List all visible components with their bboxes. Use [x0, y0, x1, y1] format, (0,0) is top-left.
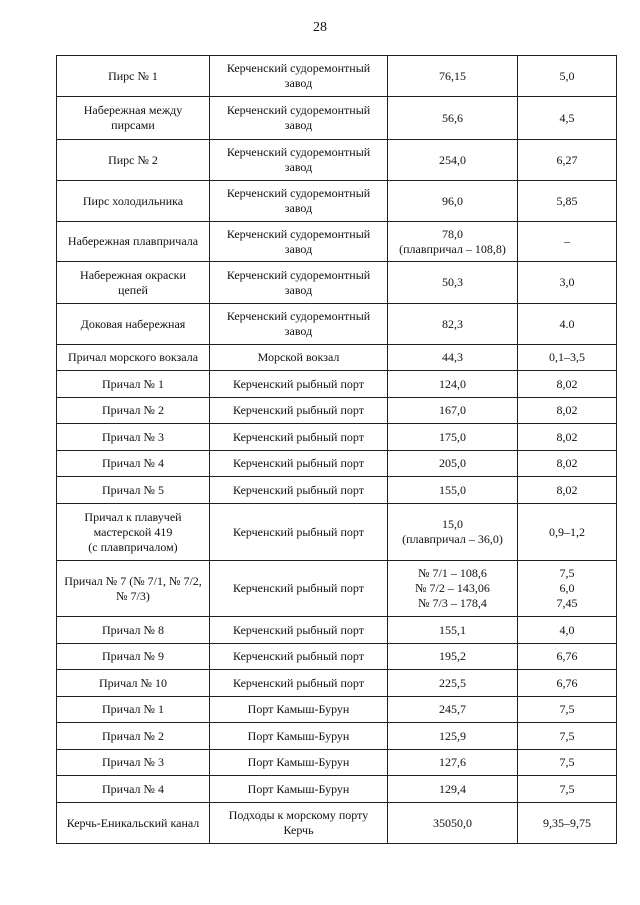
berth-length-cell: 124,0 [388, 371, 518, 398]
berth-name-cell: Причал № 4 [57, 776, 210, 803]
table-row [57, 750, 617, 776]
berth-owner-cell: Керченский рыбный порт [210, 451, 388, 477]
berth-length-cell: 245,7 [388, 697, 518, 723]
table-row [57, 97, 617, 140]
berth-owner-cell: Порт Камыш-Бурун [210, 776, 388, 803]
berth-length-cell: 35050,0 [388, 803, 518, 844]
berth-depth-cell: 7,5 [518, 750, 617, 776]
berth-name-cell: Причал № 7 (№ 7/1, № 7/2, № 7/3) [57, 561, 210, 617]
table-row [57, 424, 617, 451]
berth-owner-cell: Керченский рыбный порт [210, 477, 388, 504]
berth-name-cell: Набережная между пирсами [57, 97, 210, 140]
berth-length-cell: 155,1 [388, 617, 518, 644]
berth-depth-cell: 7,5 [518, 776, 617, 803]
berth-name-cell: Причал № 2 [57, 398, 210, 424]
berth-depth-cell: 0,1–3,5 [518, 345, 617, 371]
berth-owner-cell: Керченский судоремонтный завод [210, 181, 388, 222]
table-row [57, 477, 617, 504]
table-row [57, 181, 617, 222]
berth-owner-cell: Керченский рыбный порт [210, 504, 388, 561]
berths-table-body [57, 56, 617, 844]
berth-depth-cell: 0,9–1,2 [518, 504, 617, 561]
berth-name-cell: Набережная плавпричала [57, 222, 210, 262]
table-row [57, 561, 617, 617]
berth-owner-cell: Порт Камыш-Бурун [210, 750, 388, 776]
table-row [57, 304, 617, 345]
berth-name-cell: Керчь-Еникальский канал [57, 803, 210, 844]
berth-name-cell: Причал № 3 [57, 750, 210, 776]
berth-length-cell: 76,15 [388, 56, 518, 97]
berth-length-cell: 155,0 [388, 477, 518, 504]
berth-name-cell: Причал № 3 [57, 424, 210, 451]
table-row [57, 222, 617, 262]
berth-name-cell: Причал № 2 [57, 723, 210, 750]
berth-length-cell: 127,6 [388, 750, 518, 776]
berth-depth-cell: 5,85 [518, 181, 617, 222]
berth-owner-cell: Керченский судоремонтный завод [210, 304, 388, 345]
berth-depth-cell: 3,0 [518, 262, 617, 304]
berth-depth-cell: 6,76 [518, 670, 617, 697]
berth-name-cell: Набережная окраски цепей [57, 262, 210, 304]
table-row [57, 644, 617, 670]
berth-depth-cell: 8,02 [518, 477, 617, 504]
berth-length-cell: 56,6 [388, 97, 518, 140]
table-row [57, 776, 617, 803]
berth-depth-cell: 8,02 [518, 424, 617, 451]
berth-owner-cell: Керченский судоремонтный завод [210, 56, 388, 97]
berth-owner-cell: Керченский рыбный порт [210, 670, 388, 697]
berth-length-cell: 96,0 [388, 181, 518, 222]
berth-length-cell: 78,0 (плавпричал – 108,8) [388, 222, 518, 262]
berth-owner-cell: Керченский рыбный порт [210, 398, 388, 424]
table-row [57, 670, 617, 697]
berth-depth-cell: 8,02 [518, 398, 617, 424]
berth-name-cell: Причал к плавучей мастерской 419 (с плавпричалом) [57, 504, 210, 561]
berth-name-cell: Причал № 4 [57, 451, 210, 477]
berth-depth-cell: 5,0 [518, 56, 617, 97]
berth-owner-cell: Керченский рыбный порт [210, 424, 388, 451]
berth-depth-cell: 4.0 [518, 304, 617, 345]
berth-depth-cell: 6,76 [518, 644, 617, 670]
table-row [57, 56, 617, 97]
berth-owner-cell: Порт Камыш-Бурун [210, 697, 388, 723]
berth-depth-cell: 8,02 [518, 451, 617, 477]
berth-owner-cell: Керченский рыбный порт [210, 644, 388, 670]
berth-depth-cell: 7,5 6,0 7,45 [518, 561, 617, 617]
berth-owner-cell: Керченский судоремонтный завод [210, 140, 388, 181]
table-row [57, 398, 617, 424]
berth-name-cell: Причал морского вокзала [57, 345, 210, 371]
berth-owner-cell: Керченский судоремонтный завод [210, 262, 388, 304]
table-row [57, 140, 617, 181]
berth-name-cell: Причал № 9 [57, 644, 210, 670]
berth-owner-cell: Керченский судоремонтный завод [210, 97, 388, 140]
berth-depth-cell: 9,35–9,75 [518, 803, 617, 844]
berth-depth-cell: 6,27 [518, 140, 617, 181]
table-row [57, 723, 617, 750]
berth-owner-cell: Керченский судоремонтный завод [210, 222, 388, 262]
table-row [57, 262, 617, 304]
berth-length-cell: 125,9 [388, 723, 518, 750]
berth-length-cell: 167,0 [388, 398, 518, 424]
berth-length-cell: № 7/1 – 108,6 № 7/2 – 143,06 № 7/3 – 178,4 [388, 561, 518, 617]
berth-length-cell: 175,0 [388, 424, 518, 451]
berth-length-cell: 15,0 (плавпричал – 36,0) [388, 504, 518, 561]
berth-length-cell: 50,3 [388, 262, 518, 304]
berth-name-cell: Причал № 1 [57, 697, 210, 723]
berth-name-cell: Причал № 5 [57, 477, 210, 504]
berth-depth-cell: 4,5 [518, 97, 617, 140]
berth-name-cell: Пирс № 2 [57, 140, 210, 181]
page-number: 28 [313, 20, 327, 35]
table-row [57, 504, 617, 561]
berth-name-cell: Причал № 10 [57, 670, 210, 697]
berth-owner-cell: Порт Камыш-Бурун [210, 723, 388, 750]
berth-name-cell: Доковая набережная [57, 304, 210, 345]
table-row [57, 371, 617, 398]
berth-length-cell: 82,3 [388, 304, 518, 345]
berth-owner-cell: Керченский рыбный порт [210, 617, 388, 644]
berth-name-cell: Пирс холодильника [57, 181, 210, 222]
berth-depth-cell: 4,0 [518, 617, 617, 644]
table-row [57, 345, 617, 371]
berth-depth-cell: 7,5 [518, 697, 617, 723]
berth-length-cell: 44,3 [388, 345, 518, 371]
table-row [57, 451, 617, 477]
berth-owner-cell: Морской вокзал [210, 345, 388, 371]
berth-name-cell: Причал № 8 [57, 617, 210, 644]
table-row [57, 803, 617, 844]
berth-length-cell: 195,2 [388, 644, 518, 670]
berth-length-cell: 225,5 [388, 670, 518, 697]
berth-owner-cell: Подходы к морскому порту Керчь [210, 803, 388, 844]
berth-owner-cell: Керченский рыбный порт [210, 561, 388, 617]
berth-name-cell: Причал № 1 [57, 371, 210, 398]
berth-length-cell: 254,0 [388, 140, 518, 181]
berth-name-cell: Пирс № 1 [57, 56, 210, 97]
berth-depth-cell: 7,5 [518, 723, 617, 750]
berths-table [56, 55, 617, 844]
berth-length-cell: 205,0 [388, 451, 518, 477]
table-row [57, 697, 617, 723]
berth-depth-cell: 8,02 [518, 371, 617, 398]
berth-depth-cell: – [518, 222, 617, 262]
table-row [57, 617, 617, 644]
berth-length-cell: 129,4 [388, 776, 518, 803]
berth-owner-cell: Керченский рыбный порт [210, 371, 388, 398]
